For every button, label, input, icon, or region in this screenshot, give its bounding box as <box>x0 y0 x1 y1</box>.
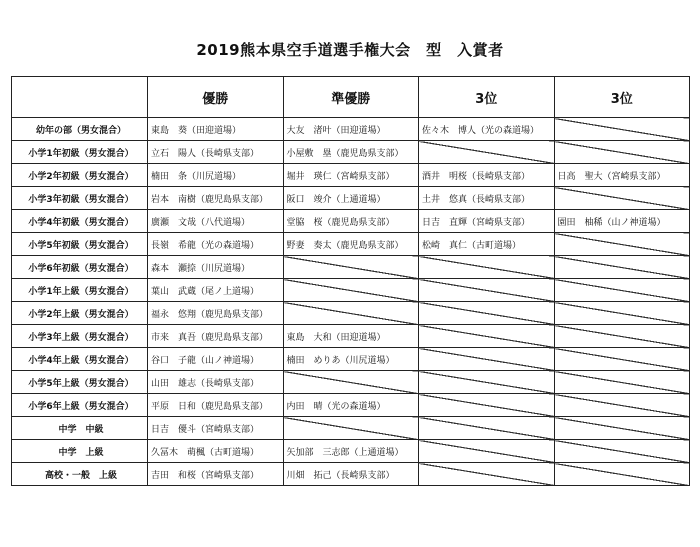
third-place-a-cell <box>419 302 555 325</box>
runner-up-cell <box>283 256 419 279</box>
third-place-a-cell <box>419 279 555 302</box>
winner-cell: 市来 真吾（鹿児島県支部） <box>148 325 284 348</box>
category-cell: 小学3年初級（男女混合） <box>12 187 148 210</box>
third-place-a-cell <box>419 463 555 486</box>
runner-up-cell <box>283 371 419 394</box>
results-table <box>11 76 690 486</box>
table-row <box>12 371 690 394</box>
third-place-b-cell <box>554 325 690 348</box>
category-cell: 小学4年初級（男女混合） <box>12 210 148 233</box>
third-place-a-cell <box>419 394 555 417</box>
category-cell: 小学2年上級（男女混合） <box>12 302 148 325</box>
winner-cell: 森本 瀬捺（川尻道場） <box>148 256 284 279</box>
category-cell: 中学 上級 <box>12 440 148 463</box>
third-place-b-cell <box>554 233 690 256</box>
category-cell: 小学2年初級（男女混合） <box>12 164 148 187</box>
runner-up-cell <box>283 417 419 440</box>
table-row <box>12 417 690 440</box>
category-cell: 小学1年上級（男女混合） <box>12 279 148 302</box>
category-cell: 高校・一般 上級 <box>12 463 148 486</box>
table-row <box>12 210 690 233</box>
runner-up-cell: 内田 晴（光の森道場） <box>283 394 419 417</box>
winner-cell: 山田 雄志（長崎県支部） <box>148 371 284 394</box>
results-body <box>12 118 690 486</box>
winner-cell: 長嶺 希龍（光の森道場） <box>148 233 284 256</box>
category-cell: 小学1年初級（男女混合） <box>12 141 148 164</box>
third-place-a-cell <box>419 440 555 463</box>
category-cell: 小学5年上級（男女混合） <box>12 371 148 394</box>
table-row <box>12 279 690 302</box>
winner-cell: 葉山 武蔵（尾ノ上道場） <box>148 279 284 302</box>
runner-up-cell: 川畑 拓己（長崎県支部） <box>283 463 419 486</box>
table-row <box>12 440 690 463</box>
runner-up-cell: 矢加部 三志郎（上通道場） <box>283 440 419 463</box>
header-third-a: 3位 <box>419 77 555 118</box>
third-place-b-cell <box>554 440 690 463</box>
third-place-b-cell <box>554 348 690 371</box>
table-row <box>12 348 690 371</box>
category-cell: 幼年の部（男女混合） <box>12 118 148 141</box>
table-row <box>12 256 690 279</box>
page-title: 2019熊本県空手道選手権大会 型 入賞者 <box>196 41 504 59</box>
runner-up-cell: 楠田 めりあ（川尻道場） <box>283 348 419 371</box>
table-row <box>12 325 690 348</box>
third-place-a-cell <box>419 417 555 440</box>
winner-cell: 谷口 子龍（山ノ神道場） <box>148 348 284 371</box>
third-place-b-cell <box>554 118 690 141</box>
third-place-b-cell <box>554 256 690 279</box>
winner-cell: 日吉 優斗（宮崎県支部） <box>148 417 284 440</box>
third-place-b-cell <box>554 187 690 210</box>
table-row <box>12 233 690 256</box>
winner-cell: 楠田 条（川尻道場） <box>148 164 284 187</box>
runner-up-cell: 堀井 瑛仁（宮崎県支部） <box>283 164 419 187</box>
winner-cell: 立石 陽人（長崎県支部） <box>148 141 284 164</box>
category-cell: 小学4年上級（男女混合） <box>12 348 148 371</box>
winner-cell: 吉田 和桜（宮崎県支部） <box>148 463 284 486</box>
runner-up-cell: 大友 渚叶（田迎道場） <box>283 118 419 141</box>
table-row <box>12 164 690 187</box>
table-row <box>12 463 690 486</box>
table-row <box>12 302 690 325</box>
third-place-a-cell: 松崎 真仁（古町道場） <box>419 233 555 256</box>
third-place-a-cell: 酒井 明桜（長崎県支部） <box>419 164 555 187</box>
winner-cell: 岩本 南樹（鹿児島県支部） <box>148 187 284 210</box>
runner-up-cell <box>283 302 419 325</box>
third-place-a-cell: 佐々木 博人（光の森道場） <box>419 118 555 141</box>
category-cell: 小学3年上級（男女混合） <box>12 325 148 348</box>
third-place-b-cell: 日高 聖大（宮崎県支部） <box>554 164 690 187</box>
third-place-a-cell <box>419 141 555 164</box>
third-place-b-cell <box>554 371 690 394</box>
runner-up-cell <box>283 279 419 302</box>
third-place-a-cell <box>419 256 555 279</box>
winner-cell: 福永 悠翔（鹿児島県支部） <box>148 302 284 325</box>
third-place-b-cell <box>554 279 690 302</box>
category-cell: 小学6年初級（男女混合） <box>12 256 148 279</box>
third-place-a-cell <box>419 348 555 371</box>
third-place-b-cell <box>554 302 690 325</box>
winner-cell: 廣瀬 文哉（八代道場） <box>148 210 284 233</box>
category-cell: 小学6年上級（男女混合） <box>12 394 148 417</box>
runner-up-cell: 阪口 竣介（上通道場） <box>283 187 419 210</box>
table-row <box>12 394 690 417</box>
header-row <box>12 77 690 118</box>
header-winner: 優勝 <box>148 77 284 118</box>
third-place-b-cell <box>554 141 690 164</box>
third-place-b-cell: 園田 柚稀（山ノ神道場） <box>554 210 690 233</box>
runner-up-cell: 小屋敷 塁（鹿児島県支部） <box>283 141 419 164</box>
header-third-b: 3位 <box>554 77 690 118</box>
third-place-a-cell: 土井 悠真（長崎県支部） <box>419 187 555 210</box>
runner-up-cell: 野妻 奏太（鹿児島県支部） <box>283 233 419 256</box>
third-place-a-cell: 日吉 直輝（宮崎県支部） <box>419 210 555 233</box>
header-category <box>12 77 148 118</box>
table-row <box>12 141 690 164</box>
runner-up-cell: 東島 大和（田迎道場） <box>283 325 419 348</box>
third-place-b-cell <box>554 417 690 440</box>
runner-up-cell: 堂脇 桜（鹿児島県支部） <box>283 210 419 233</box>
header-runner-up: 準優勝 <box>283 77 419 118</box>
category-cell: 小学5年初級（男女混合） <box>12 233 148 256</box>
winner-cell: 平原 日和（鹿児島県支部） <box>148 394 284 417</box>
third-place-a-cell <box>419 325 555 348</box>
winner-cell: 東島 葵（田迎道場） <box>148 118 284 141</box>
winner-cell: 久冨木 萌楓（古町道場） <box>148 440 284 463</box>
category-cell: 中学 中級 <box>12 417 148 440</box>
table-row <box>12 118 690 141</box>
third-place-b-cell <box>554 394 690 417</box>
third-place-a-cell <box>419 371 555 394</box>
third-place-b-cell <box>554 463 690 486</box>
table-row <box>12 187 690 210</box>
